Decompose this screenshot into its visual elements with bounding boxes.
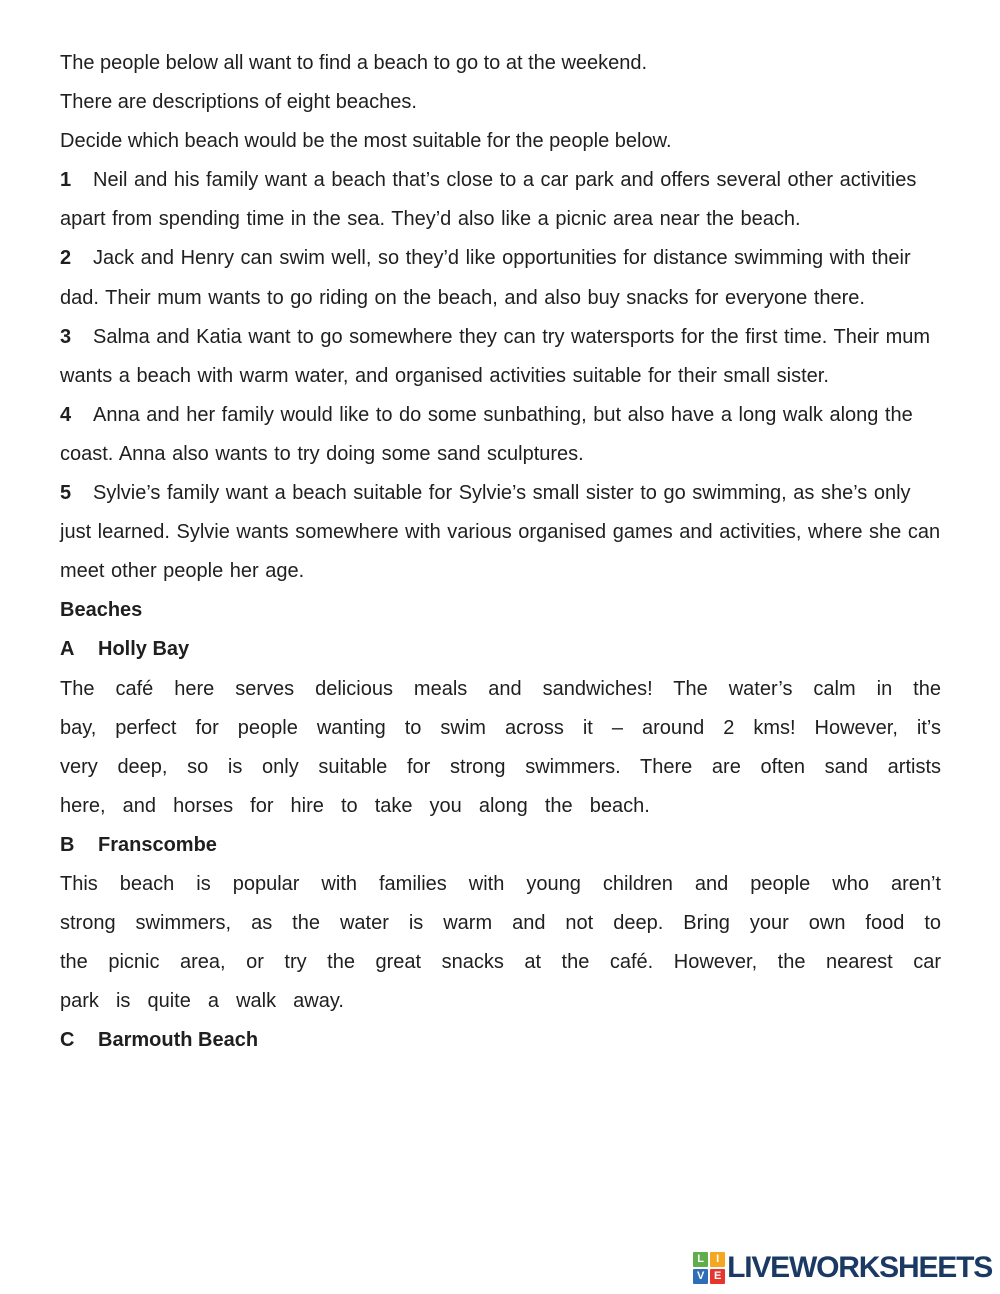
person-number-3: 3 <box>60 325 72 348</box>
logo-square-e: E <box>710 1269 725 1284</box>
beaches-section-heading: Beaches <box>60 599 143 622</box>
beach-name-b: Franscombe <box>98 833 217 856</box>
person-item-2 <box>60 239 941 317</box>
logo-square-l: L <box>693 1252 708 1267</box>
beach-letter-c: C <box>60 1029 75 1052</box>
liveworksheets-wordmark: LIVEWORKSHEETS <box>727 1251 992 1284</box>
beach-name-c: Barmouth Beach <box>98 1029 259 1052</box>
person-number-2: 2 <box>60 247 72 270</box>
intro-line-1: The people below all want to find a beach to go to at the weekend. <box>60 52 648 74</box>
person-item-4 <box>60 396 941 474</box>
person-number-5: 5 <box>60 482 72 505</box>
intro-line-2: There are descriptions of eight beaches. <box>60 91 417 114</box>
person-text-2: Jack and Henry can swim well, so they’d like opportunities for distance swimming with their dad. Their mum wants to go riding on the beach, and also buy snacks for everyone there. <box>60 247 911 309</box>
person-text-3: Salma and Katia want to go somewhere they can try watersports for the first time. Their mum wants a beach with warm water, and organised activities suitable for their small sister. <box>60 325 931 387</box>
beach-description-a: The café here serves delicious meals and sandwiches! The water’s calm in the bay, perfect for people wanting to swim across it – around 2 kms! However, it’s very deep, so is only suitable for strong swimmers. There are often sand artists here, and horses for hire to take you along the beach. <box>60 677 941 817</box>
intro-line-3: Decide which beach would be the most suitable for the people below. <box>60 130 672 153</box>
beach-letter-a: A <box>60 638 75 661</box>
person-text-5: Sylvie’s family want a beach suitable for Sylvie’s small sister to go swimming, as she’s only just learned. Sylvie wants somewhere with various organised games and activities, where she can meet other people her age. <box>60 482 941 583</box>
person-item-1 <box>60 161 941 239</box>
person-item-3 <box>60 318 941 396</box>
beach-heading-c <box>60 1021 941 1060</box>
person-number-1: 1 <box>60 169 72 192</box>
person-text-4: Anna and her family would like to do some sunbathing, but also have a long walk along the coast. Anna also wants to try doing some sand sculptures. <box>60 403 913 465</box>
beach-letter-b: B <box>60 833 75 856</box>
beach-heading-a <box>60 630 941 669</box>
person-item-5 <box>60 474 941 591</box>
worksheet-content <box>60 44 941 1060</box>
person-text-1: Neil and his family want a beach that’s close to a car park and offers several other activities apart from spending time in the sea. They’d also like a picnic area near the beach. <box>60 169 917 231</box>
beach-heading-b <box>60 826 941 865</box>
logo-square-i: I <box>710 1252 725 1267</box>
logo-square-v: V <box>693 1269 708 1284</box>
person-number-4: 4 <box>60 403 72 426</box>
beach-description-b: This beach is popular with families with young children and people who aren’t strong swimmers, as the water is warm and not deep. Bring your own food to the picnic area, or try the great snacks at the café. However, the nearest car park is quite a walk away. <box>60 872 941 1013</box>
liveworksheets-logo[interactable] <box>693 1252 992 1284</box>
beach-name-a: Holly Bay <box>98 638 190 661</box>
liveworksheets-icon <box>693 1252 725 1284</box>
